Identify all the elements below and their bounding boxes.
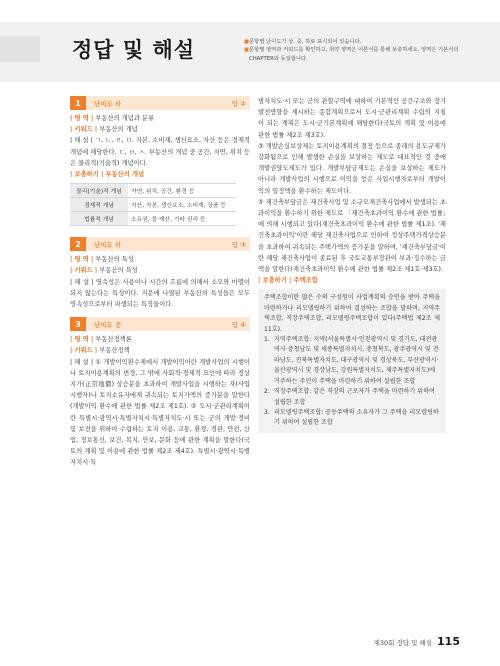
table-row: 경제적 개념 자산, 자본, 생산요소, 소비재, 상품 등 bbox=[70, 198, 236, 212]
bonus-label: | 보충하기 | 부동산의 개념 bbox=[70, 171, 145, 179]
explanation-text: | 해 설 | ㄱ, ㄴ, ㄹ, ㅁ. 자본, 소비재, 생산요소, 자산 등은 경제적 개념에 해당한다. ㄷ, ㅂ, ㅅ. 부동산의 개념 중 공간, 자연, 위치 등은 물리적(기술적) 개념이다. bbox=[70, 137, 251, 167]
right-column bbox=[258, 96, 446, 433]
answer-label: 답 ③ bbox=[231, 241, 246, 250]
page-footer bbox=[374, 635, 460, 648]
header-notes bbox=[244, 38, 464, 63]
page-title: 정답 및 해설 bbox=[72, 38, 196, 62]
explanation-text: | 해 설 | ① 개발이익환수제에서 개발이익이란 개발사업의 시행이나 토지이용계획의 변경, 그 밖에 사회적·경제적 요인에 따라 정상지가(正常地價) 상승분을 초과하여 개발사업을 시행하는 자(사업시행자)나 토지소유자에게 귀속되는 토지가액의 증가분을 말한다(개발이익 환수에 관한 법률 제2조 제1호). ② 도시·군관리계획이란 특별시·광역시·특별자치시·특별자치도·시 또는 군의 개발·정비 및 보전을 위하여 수립하는 토지 이용, 교통, 환경, 경관, 안전, 산업, 정보통신, 보건, 복지, 안보, 문화 등에 관한 계획을 말한다(국토의 계획 및 이용에 관한 법률 제2조 제4호). 특별시·광역시·특별자치시·특 bbox=[70, 358, 250, 467]
answer-label: 답 ② bbox=[231, 100, 246, 108]
header-note: ■ 문항별 영역과 키워드를 확인하고, 취약 영역은 이론서를 통해 보충하세요. 영역은 기본서의 CHAPTER와 동일합니다. bbox=[244, 47, 459, 62]
difficulty-label: 난이도 중 bbox=[94, 320, 122, 329]
explanation-continued: 별자치도·시 또는 군의 관할구역에 대하여 기본적인 공간구조와 장기발전방향을 제시하는 종합계획으로서 도시·군관리계획 수립의 지침이 되는 계획은 도시·군기본계획에 해당한다(국토의 계획 및 이용에 관한 법률 제2조 제3호). bbox=[258, 98, 446, 139]
bullet-icon: ■ bbox=[244, 39, 250, 45]
area-line: | 영 역 | 부동산정책론 bbox=[70, 336, 132, 344]
question-number: 3 bbox=[70, 317, 86, 331]
list-item: 2. 직장주택조합: 같은 직장의 근로자가 주택을 마련하기 위하여 설립한 조합 bbox=[264, 388, 435, 406]
explanation-option-3: ③ 개발손실보상제는 토지이용계획의 결정 등으로 종래의 용도규제가 강화됨으로 인해 발생한 손실을 보상하는 제도로 대표적인 것 중에 개발권양도제도가 있다. 개발부담금제도는 손실을 보상하는 제도가 아니라 개발사업의 시행으로 이익을 얻은 사업시행자로부터 개발이익의 일정액을 환수하는 제도이다. bbox=[258, 142, 446, 195]
keyword-line: | 키워드 | 부동산의 특성 bbox=[70, 267, 138, 275]
table-row: 물리(기술)적 개념 자연, 위치, 공간, 환경 등 bbox=[70, 184, 236, 198]
explanation-text: | 해 설 | 영속성은 사용이나 시간의 흐름에 의해서 소모와 마멸이 되지 않는다는 특성이다. 지문에 나열된 부동산의 특성들은 모두 영속성으로부터 파생되는 특징들이다. bbox=[70, 278, 250, 309]
keyword-line: | 키워드 | 부동산정책 bbox=[70, 347, 130, 355]
explanation-option-5: ⑤ 재건축부담금은 재건축사업 및 소규모재건축사업에서 발생되는 초과이익을 환수하기 위한 제도로 「재건축초과이익 환수에 관한 법률」에 의해 시행되고 있다(재건축초과이익 환수에 관한 법률 제1조). '재건축초과이익'이란 해당 재건축사업으로 인하여 정상주택가격상승분을 초과하여 귀속되는 주택가액의 증가분을 말하며, '재건축부담금'이란 해당 재건축사업이 종료된 후 국토교통부장관이 부과·징수하는 금액을 말한다(재건축초과이익 환수에 관한 법률 제2조 제1호·제3호). bbox=[258, 198, 446, 274]
footer-text: 제30회 정답 및 해설 bbox=[373, 639, 433, 647]
housing-cooperative-box bbox=[258, 289, 446, 432]
area-line: | 영 역 | 부동산의 특성 bbox=[70, 256, 134, 264]
bullet-icon: ■ bbox=[244, 47, 250, 54]
cooperative-list bbox=[264, 335, 440, 429]
bonus-label: | 보충하기 | 주택조합 bbox=[258, 277, 318, 285]
table-row: 법률적 개념 소유권, 물·재산, 기타 권리 등 bbox=[70, 212, 236, 226]
question-1-header bbox=[70, 96, 250, 110]
concept-table bbox=[70, 183, 236, 226]
answer-label: 답 ④ bbox=[231, 321, 246, 330]
header-accent-bar bbox=[0, 36, 40, 62]
list-item: 3. 리모델링주택조합: 공동주택의 소유자가 그 주택을 리모델링하기 위하여 설립한 조합 bbox=[264, 408, 439, 427]
area-line: | 영 역 | 부동산의 개념과 분류 bbox=[70, 115, 155, 122]
left-column bbox=[70, 96, 250, 469]
header-note: ■ 문항별 난이도가 상, 중, 하로 표시되어 있습니다. bbox=[244, 39, 362, 45]
list-item: 1. 지역주택조합: 지역(서울특별시·인천광역시 및 경기도, 대전광역시·충청남도 및 세종특별자치시, 충청북도, 광주광역시 및 전라남도, 전북특별자치도, 대구광역시 및 경상북도, 부산광역시·울산광역시 및 경상남도, 강원특별자치도, 제주특별자치도)에 거주하는 주민이 주택을 마련하기 위하여 설립한 조합 bbox=[264, 336, 439, 385]
box-intro: 주택조합이란 많은 수의 구성원이 사업계획의 승인을 받아 주택을 마련하거나 리모델링하기 위하여 결성하는 조합을 말하며, 지역주택조합, 직장주택조합, 리모델링주택조합이 있다(주택법 제2조 제11호). bbox=[264, 294, 440, 333]
keyword-line: | 키워드 | 부동산의 개념 bbox=[70, 126, 138, 134]
question-2-header bbox=[70, 237, 250, 251]
difficulty-label: 난이도 하 bbox=[94, 99, 122, 108]
page-number: 115 bbox=[437, 635, 460, 648]
question-number: 2 bbox=[70, 237, 86, 251]
difficulty-label: 난이도 하 bbox=[94, 240, 122, 249]
question-3-header bbox=[70, 317, 250, 331]
question-number: 1 bbox=[70, 96, 86, 110]
